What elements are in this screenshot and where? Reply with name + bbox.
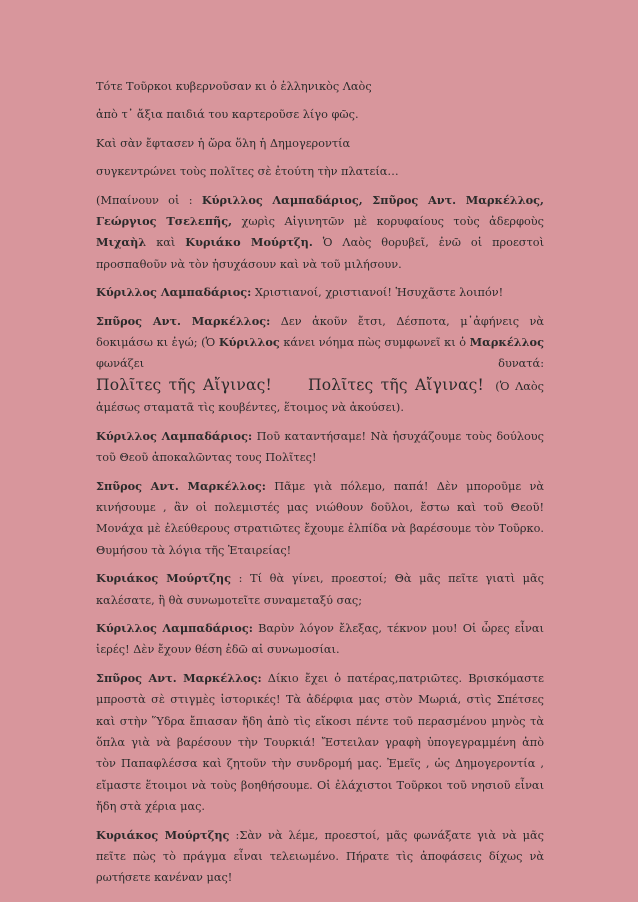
character-name: Κύριλλος	[218, 335, 280, 350]
verse-line: συγκεντρώνει τοὺς πολῖτες σὲ ἐτούτη τὴν πλατεία…	[96, 165, 399, 179]
verse-line: Καὶ σὰν ἔφτασεν ἡ ὥρα ὅλη ἡ Δημογεροντία	[96, 136, 351, 150]
dialogue-line	[96, 568, 544, 611]
shout-text: Πολῖτες τῆς Αἴγινας! Πολῖτες τῆς Αἴγινας!	[96, 375, 484, 394]
dialogue-line	[96, 825, 544, 889]
dialogue-text: Πᾶμε γιὰ πόλεμο, παπά! Δὲν μποροῦμε νὰ κινήσουμε , ἂν οἱ πολεμιστές μας νιώθουν δοῦλοι, ἔστω καὶ τοῦ Θεοῦ! Μονάχα μὲ ἐλεύθερους στρατιῶτες ἔχουμε ἐλπίδα νὰ βαρέσουμε τὸν Τοῦρκο. Θυμήσου τὰ λόγια τῆς Ἑταιρείας!	[96, 479, 544, 557]
speaker-name: Σπῦρος Αντ. Μαρκέλλος:	[96, 313, 271, 328]
dialogue-text: (Ὁ Λαὸς ἀμέσως σταματᾶ τὶς κουβέντες, ἕτοιμος νὰ ἀκούσει).	[96, 379, 548, 415]
dialogue-text: Χριστιανοί, χριστιανοί! Ἡσυχᾶστε λοιπόν!	[251, 286, 504, 300]
dialogue-line	[96, 311, 548, 419]
stage-text: καὶ	[146, 236, 186, 250]
dialogue-line	[96, 618, 544, 661]
dialogue-text: Βαρὺν λόγον ἔλεξας, τέκνον μου! Οἱ ὧρες εἶναι ἱερές! Δὲν ἔχουν θέση ἐδῶ αἱ συνωμοσίαι.	[96, 621, 544, 657]
speaker-name: Σπῦρος Αντ. Μαρκέλλος:	[96, 478, 266, 493]
dialogue-text: : Τί θὰ γίνει, προεστοί; Θὰ μᾶς πεῖτε γιατὶ μᾶς καλέσατε, ἢ θὰ συνωμοτεῖτε συναμεταξύ σας;	[96, 572, 544, 607]
verse-line: Τότε Τοῦρκοι κυβερνοῦσαν κι ὁ ἑλληνικὸς Λαὸς	[96, 80, 372, 93]
speaker-name: Κύριλλος Λαμπαδάριος:	[96, 285, 252, 300]
speaker-name: Κυριάκος Μούρτζης	[96, 571, 231, 586]
dialogue-text: Ποῦ καταντήσαμε! Νὰ ἡσυχάζουμε τοὺς δούλους τοῦ Θεοῦ ἀποκαλῶντας τους Πολῖτες!	[96, 429, 544, 465]
dialogue-text: Δίκιο ἔχει ὁ πατέρας,πατριῶτες. Βρισκόμαστε μπροστὰ σὲ στιγμὲς ἱστορικές! Τὰ ἀδέρφια μας στὸν Μωριά, στὶς Σπέτσες καὶ στὴν Ὕδρα ἔπιασαν ἤδη ἀπὸ τὶς εἴκοσι πέντε τοῦ περασμένου μηνὸς τὰ ὅπλα γιὰ νὰ βαρέσουν τὴν Τουρκιά! Ἔστειλαν γραφὴ ὑπογεγραμμένη ἀπὸ τὸν Παπαφλέσσα καὶ ζητοῦν τὴν συνδρομή μας. Ἐμεῖς , ὡς Δημογεροντία , εἴμαστε ἕτοιμοι νὰ τοὺς βοηθήσουμε. Οἱ ἐλάχιστοι Τοῦρκοι τοῦ νησιοῦ εἶναι ἤδη στὰ χέρια μας.	[96, 671, 544, 814]
character-name: Κυριάκο Μούρτζη.	[185, 235, 313, 250]
character-names: Κύριλλος Λαμπαδάριος, Σπῦρος Αντ. Μαρκέλλος, Γεώργιος Τσελεπῆς,	[96, 192, 544, 229]
dialogue-text: φωνάζει δυνατά:	[96, 357, 544, 371]
dialogue-text: κάνει νόημα πὼς συμφωνεῖ κι ὁ	[279, 336, 470, 350]
speaker-name: Κυριάκος Μούρτζης	[96, 827, 230, 842]
speaker-name: Κύριλλος Λαμπαδάριος:	[96, 428, 253, 443]
dialogue-line	[96, 282, 544, 303]
dialogue-line	[96, 668, 544, 818]
dialogue-line	[96, 426, 544, 469]
opening-verse	[96, 76, 544, 183]
character-name: Μιχαὴλ	[96, 235, 147, 250]
speaker-name: Κύριλλος Λαμπαδάριος:	[96, 620, 253, 635]
stage-text: (Μπαίνουν οἱ :	[96, 193, 202, 207]
verse-line: ἀπὸ τ᾽ ἄξια παιδιά του καρτεροῦσε λίγο φῶς.	[96, 108, 359, 122]
dialogue-line	[96, 476, 544, 562]
stage-text: χωρὶς Αἰγινητῶν μὲ κορυφαίους τοὺς ἀδερφοὺς	[232, 215, 544, 229]
dialogue-text: :Σὰν νὰ λέμε, προεστοί, μᾶς φωνάξατε γιὰ νὰ μᾶς πεῖτε πὼς τὸ πράγμα εἶναι τελειωμένο. Πήρατε τὶς ἀποφάσεις δίχως νὰ ρωτήσετε κανέναν μας!	[96, 828, 544, 885]
dialogue-text: Δεν ἀκοῦν ἔτσι, Δέσποτα, μ᾽ἀφήνεις νὰ δοκιμάσω κι ἐγώ; (Ὁ	[96, 314, 544, 350]
character-name: Μαρκέλλος	[469, 335, 544, 350]
stage-direction	[96, 190, 544, 276]
stage-text: Ὁ Λαὸς θορυβεῖ, ἐνῶ οἱ προεστοὶ προσπαθοῦν νὰ τὸν ἡσυχάσουν καὶ νὰ τοῦ μιλήσουν.	[96, 236, 544, 271]
speaker-name: Σπῦρος Αντ. Μαρκέλλος:	[96, 670, 262, 685]
play-text	[96, 76, 548, 896]
